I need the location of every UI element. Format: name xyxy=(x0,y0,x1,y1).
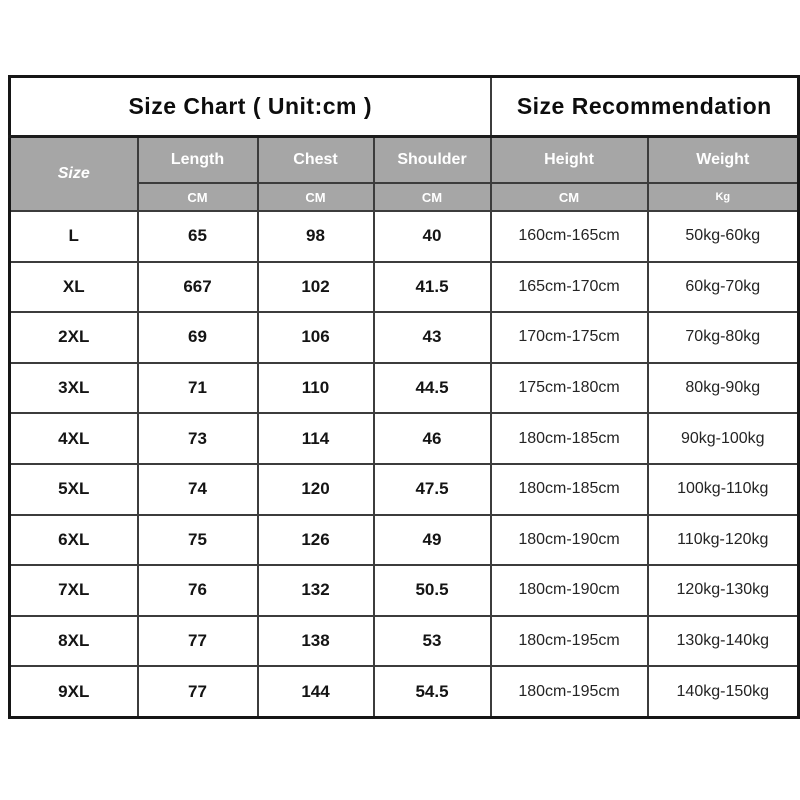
size-chart-table xyxy=(8,75,800,719)
column-header-shoulder: Shoulder xyxy=(374,137,491,184)
cell-height: 180cm-195cm xyxy=(491,666,648,717)
cell-length: 75 xyxy=(138,515,258,566)
table-row xyxy=(10,363,799,414)
cell-chest: 138 xyxy=(258,616,374,667)
table-row xyxy=(10,262,799,313)
cell-length: 74 xyxy=(138,464,258,515)
cell-length: 667 xyxy=(138,262,258,313)
cell-weight: 140kg-150kg xyxy=(648,666,799,717)
cell-length: 77 xyxy=(138,666,258,717)
cell-weight: 80kg-90kg xyxy=(648,363,799,414)
cell-length: 77 xyxy=(138,616,258,667)
cell-shoulder: 49 xyxy=(374,515,491,566)
cell-shoulder: 53 xyxy=(374,616,491,667)
cell-chest: 120 xyxy=(258,464,374,515)
cell-chest: 144 xyxy=(258,666,374,717)
cell-size: 9XL xyxy=(10,666,138,717)
cell-chest: 98 xyxy=(258,211,374,262)
cell-length: 65 xyxy=(138,211,258,262)
cell-shoulder: 54.5 xyxy=(374,666,491,717)
cell-length: 73 xyxy=(138,413,258,464)
cell-chest: 126 xyxy=(258,515,374,566)
cell-weight: 60kg-70kg xyxy=(648,262,799,313)
cell-chest: 110 xyxy=(258,363,374,414)
cell-height: 180cm-195cm xyxy=(491,616,648,667)
column-header-size: Size xyxy=(10,137,138,212)
cell-height: 175cm-180cm xyxy=(491,363,648,414)
cell-height: 165cm-170cm xyxy=(491,262,648,313)
table-row xyxy=(10,616,799,667)
cell-shoulder: 40 xyxy=(374,211,491,262)
cell-size: XL xyxy=(10,262,138,313)
table-row xyxy=(10,565,799,616)
cell-size: L xyxy=(10,211,138,262)
cell-size: 7XL xyxy=(10,565,138,616)
cell-weight: 120kg-130kg xyxy=(648,565,799,616)
cell-height: 180cm-185cm xyxy=(491,464,648,515)
size-chart-title: Size Chart ( Unit:cm ) xyxy=(10,77,491,137)
cell-length: 69 xyxy=(138,312,258,363)
column-header-length: Length xyxy=(138,137,258,184)
cell-size: 4XL xyxy=(10,413,138,464)
cell-height: 180cm-190cm xyxy=(491,565,648,616)
cell-size: 6XL xyxy=(10,515,138,566)
cell-size: 2XL xyxy=(10,312,138,363)
table-header xyxy=(10,77,799,212)
cell-length: 71 xyxy=(138,363,258,414)
cell-height: 180cm-185cm xyxy=(491,413,648,464)
cell-chest: 106 xyxy=(258,312,374,363)
cell-length: 76 xyxy=(138,565,258,616)
column-header-row xyxy=(10,137,799,184)
cell-chest: 114 xyxy=(258,413,374,464)
cell-shoulder: 46 xyxy=(374,413,491,464)
cell-weight: 50kg-60kg xyxy=(648,211,799,262)
cell-weight: 100kg-110kg xyxy=(648,464,799,515)
unit-height: CM xyxy=(491,183,648,211)
cell-weight: 90kg-100kg xyxy=(648,413,799,464)
cell-size: 5XL xyxy=(10,464,138,515)
cell-size: 3XL xyxy=(10,363,138,414)
table-body xyxy=(10,211,799,717)
cell-height: 180cm-190cm xyxy=(491,515,648,566)
unit-shoulder: CM xyxy=(374,183,491,211)
size-recommendation-title: Size Recommendation xyxy=(491,77,799,137)
table-row xyxy=(10,312,799,363)
cell-shoulder: 47.5 xyxy=(374,464,491,515)
cell-chest: 102 xyxy=(258,262,374,313)
cell-height: 160cm-165cm xyxy=(491,211,648,262)
column-header-height: Height xyxy=(491,137,648,184)
table-row xyxy=(10,413,799,464)
cell-weight: 130kg-140kg xyxy=(648,616,799,667)
cell-chest: 132 xyxy=(258,565,374,616)
unit-length: CM xyxy=(138,183,258,211)
cell-weight: 110kg-120kg xyxy=(648,515,799,566)
table-row xyxy=(10,464,799,515)
unit-chest: CM xyxy=(258,183,374,211)
column-header-weight: Weight xyxy=(648,137,799,184)
cell-size: 8XL xyxy=(10,616,138,667)
table-row xyxy=(10,515,799,566)
cell-shoulder: 50.5 xyxy=(374,565,491,616)
cell-weight: 70kg-80kg xyxy=(648,312,799,363)
cell-height: 170cm-175cm xyxy=(491,312,648,363)
table-row xyxy=(10,666,799,717)
table-row xyxy=(10,211,799,262)
unit-weight: Kg xyxy=(648,183,799,211)
cell-shoulder: 44.5 xyxy=(374,363,491,414)
cell-shoulder: 41.5 xyxy=(374,262,491,313)
title-row xyxy=(10,77,799,137)
column-header-chest: Chest xyxy=(258,137,374,184)
cell-shoulder: 43 xyxy=(374,312,491,363)
